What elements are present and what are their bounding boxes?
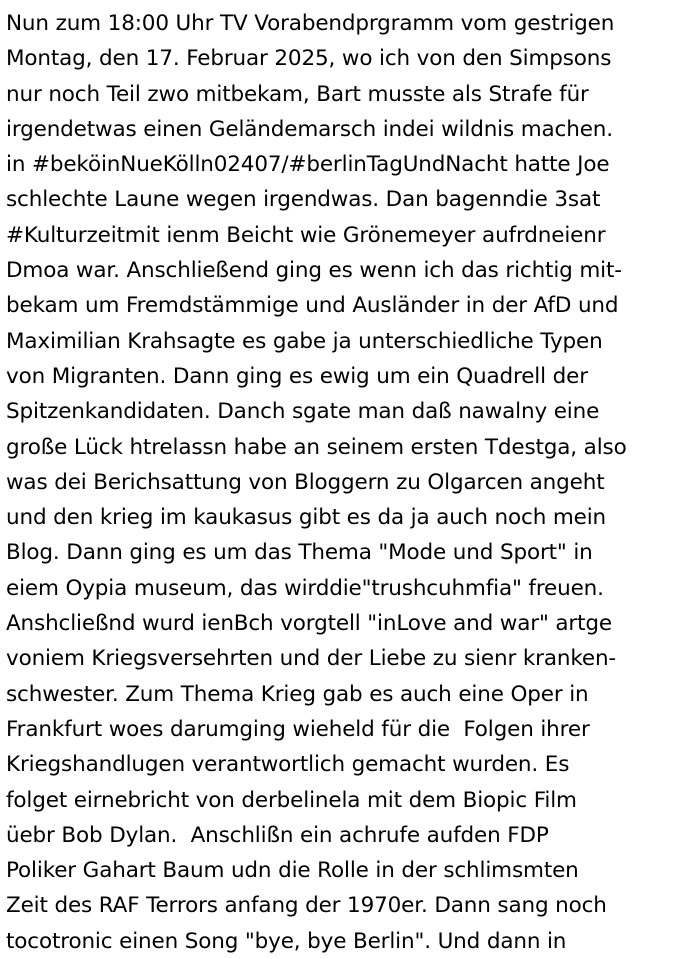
text-line: folget eirnebricht von derbelinela mit dem Biopic Film — [6, 787, 577, 813]
text-line: Anshcließnd wurd ienBch vorgtell "inLove and war" artge — [6, 611, 612, 637]
text-line: Nun zum 18:00 Uhr TV Vorabendprgramm vom gestrigen — [6, 11, 615, 36]
text-line: bekam um Fremdstämmige und Ausländer in der AfD und — [6, 293, 619, 319]
text-line: Blog. Dann ging es um das Thema "Mode und Sport" in — [6, 540, 593, 566]
text-line: Dmoa war. Anschließend ging es wenn ich das richtig mit- — [6, 258, 622, 284]
text-line: in #beköinNueKölln02407/#berlinTagUndNacht hatte Joe — [6, 152, 610, 178]
text-line: eiem Oypia museum, das wirddie"trushcuhmfia" freuen. — [6, 575, 604, 601]
text-line: #Kulturzeitmit ienm Beicht wie Grönemeyer aufrdneienr — [6, 222, 606, 248]
text-line: Spitzenkandidaten. Danch sgate man daß nawalny eine — [6, 399, 600, 425]
text-line: tocotronic einen Song "bye, bye Berlin". Und dann in — [6, 928, 567, 954]
text-line: üebr Bob Dylan. Anschlißn ein achrufe aufden FDP — [6, 822, 549, 848]
text-line: und den krieg im kaukasus gibt es da ja auch noch mein — [6, 505, 607, 531]
text-line: was dei Berichsattung von Bloggern zu Olgarcen angeht — [6, 469, 605, 495]
text-line: Poliker Gahart Baum udn die Rolle in der schlimsmten — [6, 858, 579, 884]
text-line: schlechte Laune wegen irgendwas. Dan bagenndie 3sat — [6, 187, 601, 213]
text-line: von Migranten. Dann ging es ewig um ein Quadrell der — [6, 363, 588, 389]
text-line: Montag, den 17. Februar 2025, wo ich von den Simpsons — [6, 46, 612, 72]
text-line: Maximilian Krahsagte es gabe ja unterschiedliche Typen — [6, 328, 603, 354]
text-line: Frankfurt woes darumging wieheld für die Folgen ihrer — [6, 716, 590, 742]
text-line: voniem Kriegsversehrten und der Liebe zu sienr kranken- — [6, 646, 617, 672]
text-line: Zeit des RAF Terrors anfang der 1970er. Dann sang noch — [6, 893, 607, 919]
text-line: nur noch Teil zwo mitbekam, Bart musste als Strafe für — [6, 81, 589, 107]
text-line: irgendetwas einen Geländemarsch indei wildnis machen. — [6, 116, 613, 142]
text-line: schwester. Zum Thema Krieg gab es auch eine Oper in — [6, 681, 589, 707]
text-line: große Lück htrelassn habe an seinem ersten Tdestga, also — [6, 434, 627, 460]
text-line: Kriegshandlugen verantwortlich gemacht wurden. Es — [6, 752, 570, 778]
